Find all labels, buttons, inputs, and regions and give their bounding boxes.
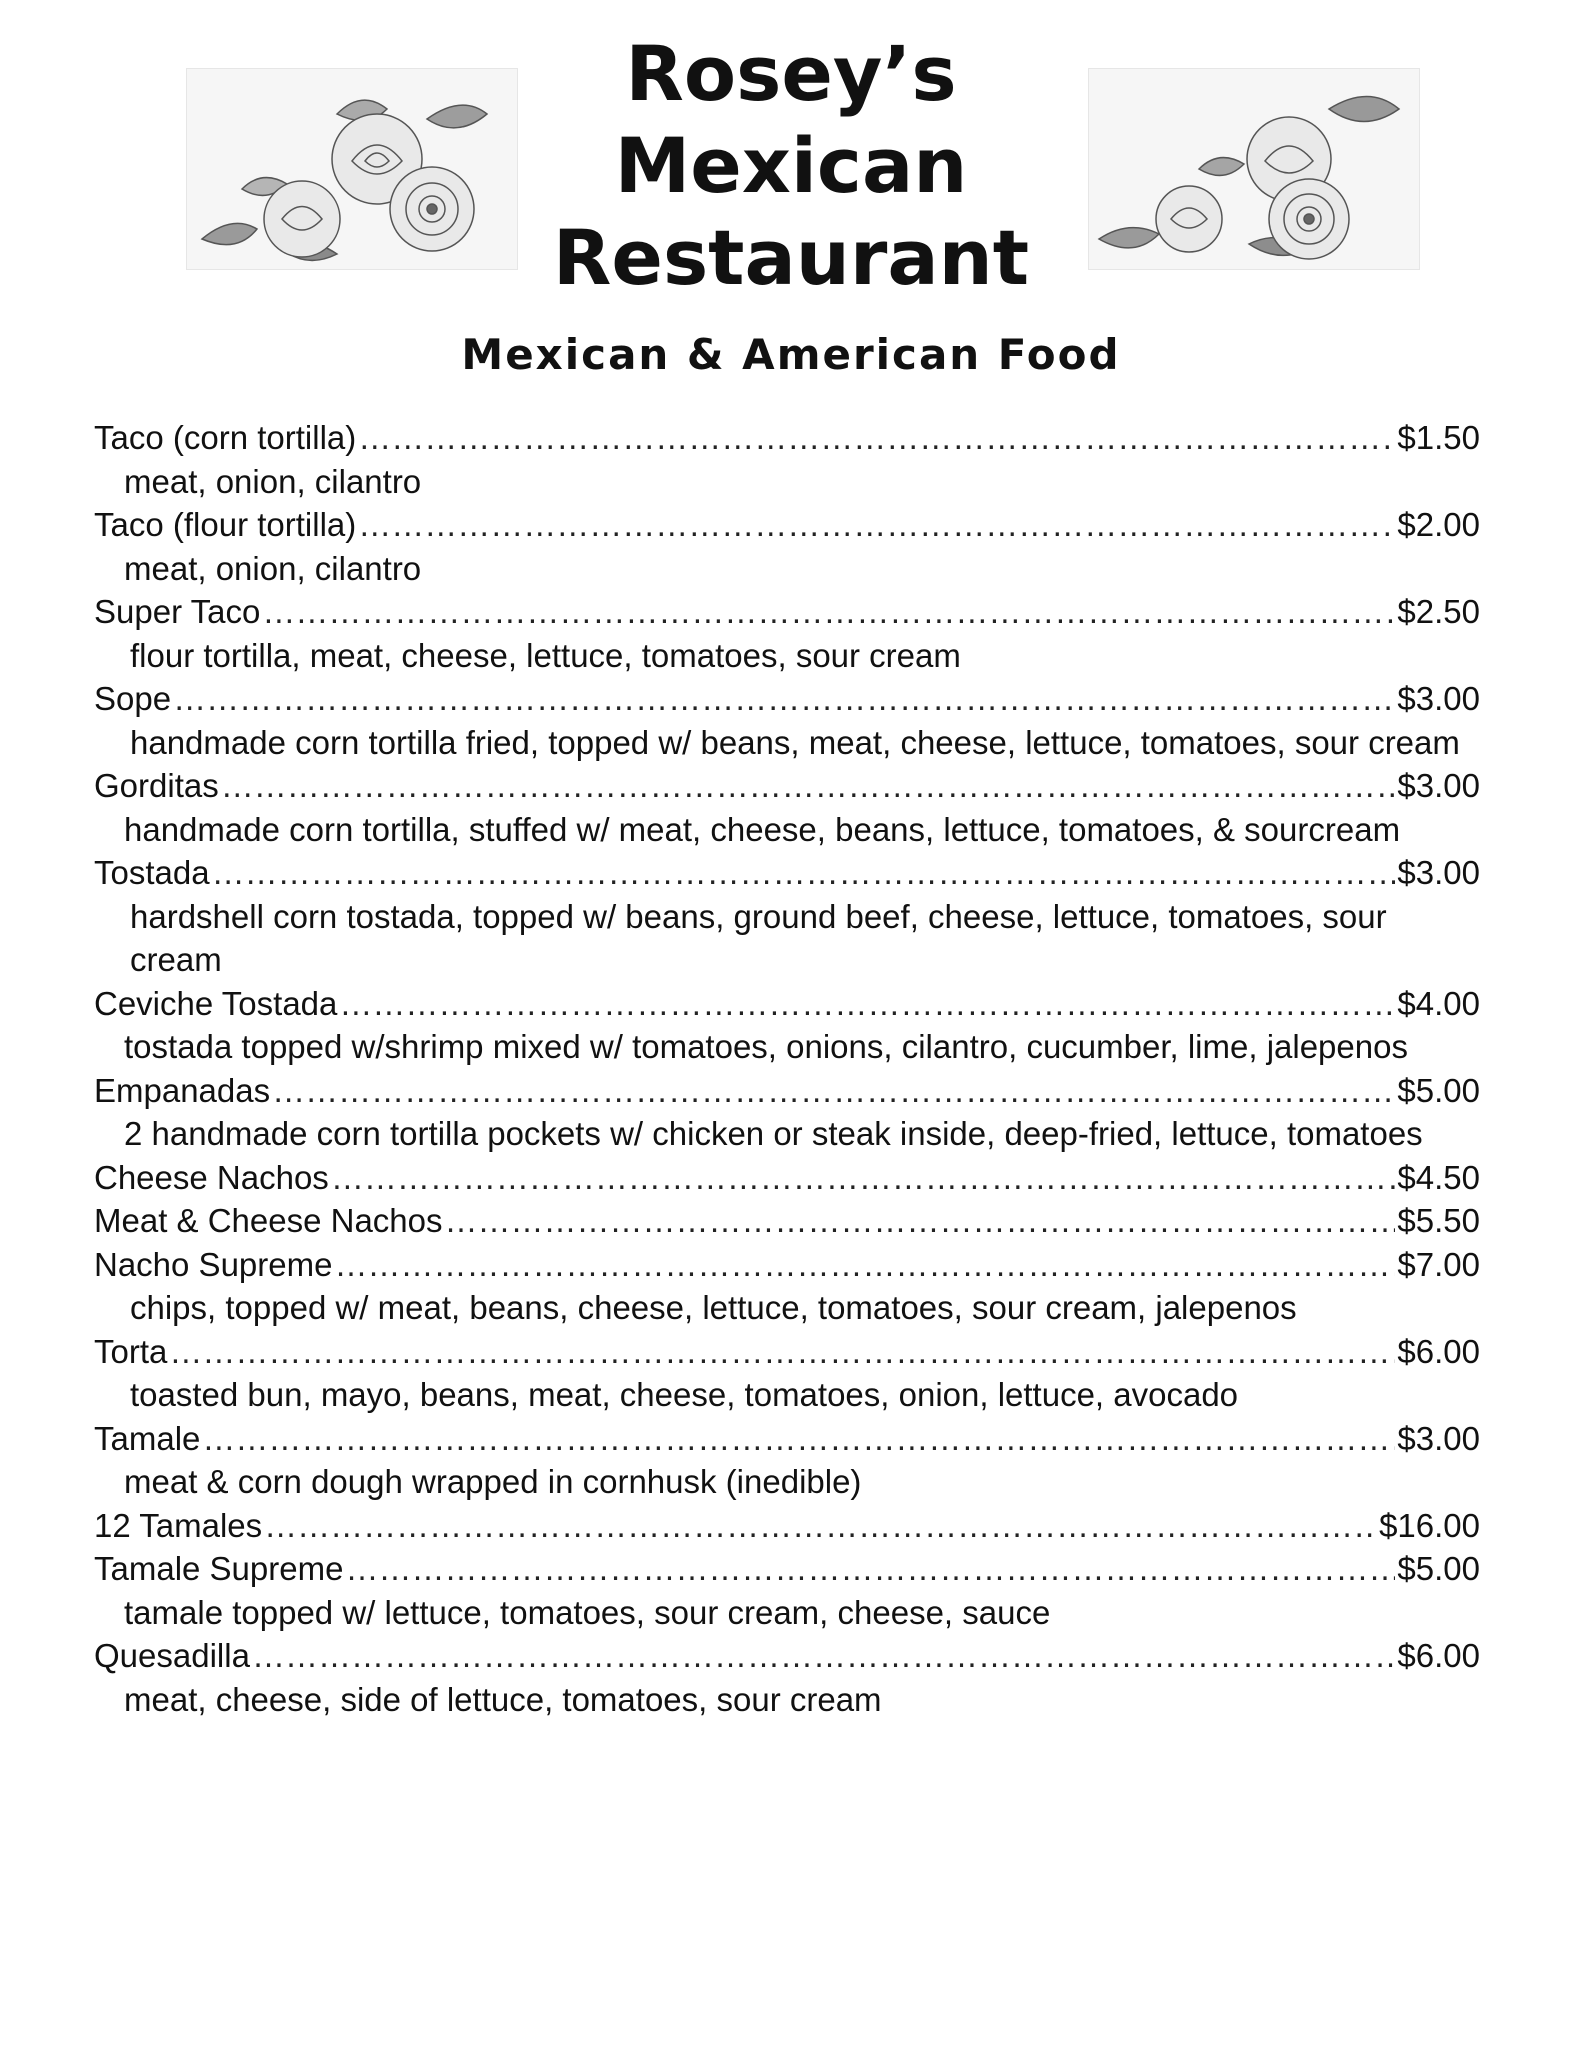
dot-leader [169,1330,1395,1374]
menu-item [94,590,1480,677]
title-line: Mexican [614,121,968,210]
item-description: meat, onion, cilantro [124,549,422,587]
item-price: $5.00 [1397,1550,1480,1587]
title-line: Rosey’s [625,29,957,118]
item-price: $6.00 [1397,1332,1480,1370]
item-price: $4.00 [1397,984,1480,1022]
dot-leader [358,416,1395,460]
item-name: Torta [94,1332,168,1370]
item-description: hardshell corn tostada, topped w/ beans, ground beef, cheese, lettuce, tomatoes, sour cream [130,897,1387,978]
menu-item [94,851,1480,982]
item-price: $3.00 [1397,854,1480,891]
item-price: $3.00 [1397,767,1480,804]
menu-item [94,1330,1480,1417]
dot-leader [272,1069,1395,1113]
item-name: Cheese Nachos [94,1158,329,1196]
item-name: Tamale Supreme [94,1550,344,1587]
menu-item [94,503,1480,590]
menu-item [94,1547,1480,1634]
title-line: Restaurant [552,213,1030,302]
item-price: $1.50 [1397,419,1480,456]
item-description: tostada topped w/shrimp mixed w/ tomatoes, onions, cilantro, cucumber, lime, jalepenos [124,1028,1408,1065]
menu-item [94,416,1480,503]
menu-subtitle: Mexican & American Food [461,330,1121,379]
item-price: $16.00 [1379,1506,1480,1544]
item-name: Sope [94,680,172,717]
item-name: Taco (flour tortilla) [94,506,357,543]
item-description: handmade corn tortilla, stuffed w/ meat, cheese, beans, lettuce, tomatoes, & sourcream [124,810,1401,848]
item-description: chips, topped w/ meat, beans, cheese, lettuce, tomatoes, sour cream, jalepenos [130,1289,1297,1326]
menu-item [94,1417,1480,1504]
dot-leader [334,1243,1395,1287]
item-price: $5.50 [1397,1202,1480,1239]
item-name: Quesadilla [94,1637,250,1674]
dot-leader [202,1417,1395,1461]
item-name: Taco (corn tortilla) [94,419,357,456]
menu-item [94,1504,1480,1548]
dot-leader [173,677,1395,721]
item-description: tamale topped w/ lettuce, tomatoes, sour cream, cheese, sauce [124,1593,1051,1631]
item-name: 12 Tamales [94,1506,263,1544]
item-price: $7.00 [1397,1245,1480,1283]
item-name: Meat & Cheese Nachos [94,1202,443,1239]
item-description: handmade corn tortilla fried, topped w/ beans, meat, cheese, lettuce, tomatoes, sour cream [130,723,1460,761]
item-price: $6.00 [1397,1637,1480,1674]
item-price: $2.50 [1397,593,1480,630]
item-description: meat & corn dough wrapped in cornhusk (inedible) [124,1463,862,1500]
item-description: meat, onion, cilantro [124,462,422,500]
menu-item [94,1156,1480,1200]
dot-leader [345,1547,1395,1591]
dot-leader [212,851,1396,895]
dot-leader [445,1199,1396,1243]
dot-leader [221,764,1396,808]
item-description: flour tortilla, meat, cheese, lettuce, tomatoes, sour cream [130,636,961,674]
item-name: Gorditas [94,767,219,804]
menu-item [94,1634,1480,1721]
dot-leader [264,1504,1377,1548]
dot-leader [252,1634,1395,1678]
item-description: meat, cheese, side of lettuce, tomatoes, sour cream [124,1680,882,1718]
item-name: Empanadas [94,1071,271,1109]
menu-item [94,764,1480,851]
item-price: $2.00 [1397,506,1480,543]
dot-leader [331,1156,1396,1200]
menu-item [94,677,1480,764]
menu-item [94,1199,1480,1243]
dot-leader [339,982,1395,1026]
item-price: $4.50 [1397,1158,1480,1196]
item-price: $3.00 [1397,1419,1480,1457]
restaurant-title [0,28,1582,304]
item-name: Ceviche Tostada [94,984,338,1022]
item-name: Tostada [94,854,210,891]
menu-item [94,1243,1480,1330]
item-name: Tamale [94,1419,201,1457]
dot-leader [262,590,1395,634]
item-name: Nacho Supreme [94,1245,333,1283]
item-description: toasted bun, mayo, beans, meat, cheese, tomatoes, onion, lettuce, avocado [130,1376,1239,1413]
item-description: 2 handmade corn tortilla pockets w/ chicken or steak inside, deep-fried, lettuce, tomatoes [124,1115,1423,1152]
item-price: $3.00 [1397,680,1480,717]
menu-item [94,1069,1480,1156]
menu-list [94,416,1480,1721]
item-name: Super Taco [94,593,261,630]
item-price: $5.00 [1397,1071,1480,1109]
dot-leader [358,503,1395,547]
menu-item [94,982,1480,1069]
